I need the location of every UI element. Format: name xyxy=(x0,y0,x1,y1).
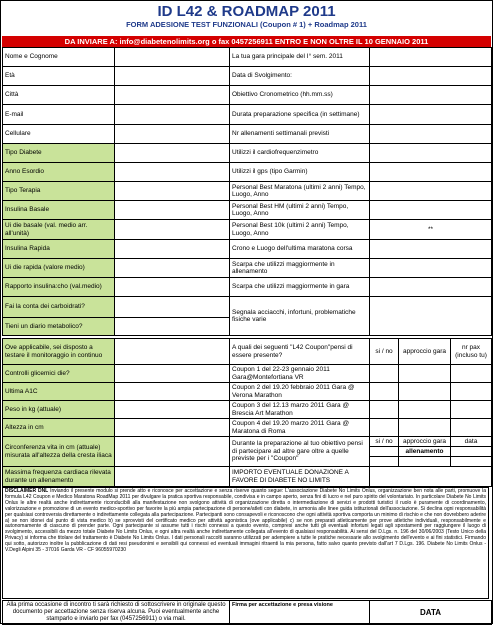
row-right-input[interactable] xyxy=(370,259,492,278)
row-label: Insulina Rapida xyxy=(3,240,115,259)
form-row xyxy=(3,86,492,105)
footer-note: Alla prima occasione di incontro ti sarà richiesto di sottoscrivere in originale questo documento per accettazione senza riserva alcuna. Puoi eventualmente anche stamparlo e inviarlo per fax (0457256911) o via mail. xyxy=(3,601,230,625)
row-input[interactable] xyxy=(115,201,230,220)
row-label: Rapporto insulina:cho (val.medio) xyxy=(3,278,115,297)
row-label: Anno Esordio xyxy=(3,163,115,182)
header xyxy=(2,2,491,36)
row-input[interactable] xyxy=(115,220,230,240)
row-right-input[interactable] xyxy=(370,67,492,86)
max-hr-input[interactable] xyxy=(115,467,230,487)
prep-si-no[interactable] xyxy=(370,447,399,457)
row-input[interactable] xyxy=(115,259,230,278)
prep-data-2[interactable] xyxy=(451,457,492,467)
a1c-input[interactable] xyxy=(115,383,230,401)
donation-input[interactable] xyxy=(370,467,492,487)
form-row xyxy=(3,48,492,67)
form-row xyxy=(3,125,492,144)
row-right-label: Crono e Luogo dell'ultima maratona corsa xyxy=(230,240,370,259)
row-right-input[interactable] xyxy=(370,86,492,105)
signature-label[interactable]: Firma per accettazione e presa visione xyxy=(230,601,370,625)
send-to-banner: DA INVIARE A: info@diabetenolimits.org o fax 0457256911 ENTRO E NON OLTRE IL 10 GENNAIO 2011 xyxy=(2,36,491,47)
row-input[interactable] xyxy=(115,125,230,144)
prep-si-no-2[interactable] xyxy=(370,457,399,467)
row-right-label: Personal Best HM (ultimi 2 anni) Tempo, Luogo, Anno xyxy=(230,201,370,220)
row-label: Insulina Basale xyxy=(3,201,115,220)
coupon-1-si-no[interactable] xyxy=(370,365,399,383)
row-right-input[interactable] xyxy=(370,48,492,67)
coupon-3-pax[interactable] xyxy=(451,401,492,419)
row-right-label: Obiettivo Cronometrico (hh.mm.ss) xyxy=(230,86,370,105)
glycemic-checks-label: Controlli glicemici die? xyxy=(3,365,115,383)
coupon-4: Coupon 4 del 19.20 marzo 2011 Gara @ Maratona di Roma xyxy=(230,419,370,437)
prep-data[interactable] xyxy=(451,447,492,457)
row-right-label: Personal Best Maratona (ultimi 2 anni) Tempo, Luogo, Anno xyxy=(230,182,370,201)
injuries-input[interactable] xyxy=(370,297,492,336)
form-row xyxy=(3,67,492,86)
col-approccio: approccio gara xyxy=(399,339,451,365)
row-right-label: Scarpa che utilizzi maggiormente in allenamento xyxy=(230,259,370,278)
row-right-label: La tua gara principale del I° sem. 2011 xyxy=(230,48,370,67)
coupon-4-approccio[interactable] xyxy=(399,419,451,437)
row-right-label: Data di Svolgimento: xyxy=(230,67,370,86)
row-label: Ui die basale (val. medio arr. all'unità) xyxy=(3,220,115,240)
coupon-1: Coupon 1 del 22-23 gennaio 2011 Gara@Montefortiana VR xyxy=(230,365,370,383)
glycemic-checks-input[interactable] xyxy=(115,365,230,383)
prep-grid xyxy=(2,436,492,487)
form-title: ID L42 & ROADMAP 2011 xyxy=(157,3,336,20)
row-label: Città xyxy=(3,86,115,105)
monitoring-label: Ove applicabile, sei disposto a testare il monitoraggio in continuo xyxy=(3,339,115,365)
row-right-input[interactable] xyxy=(370,144,492,163)
coupon-4-pax[interactable] xyxy=(451,419,492,437)
form-row xyxy=(3,259,492,278)
coupon-2-pax[interactable] xyxy=(451,383,492,401)
row-input[interactable] xyxy=(115,318,230,336)
row-right-input[interactable] xyxy=(370,163,492,182)
row-note: ** xyxy=(427,225,434,233)
row-input[interactable] xyxy=(115,163,230,182)
row-label: E-mail xyxy=(3,105,115,125)
coupon-4-si-no[interactable] xyxy=(370,419,399,437)
col-si-no: si / no xyxy=(370,339,399,365)
height-label: Altezza in cm xyxy=(3,419,115,437)
row-input[interactable] xyxy=(115,182,230,201)
row-label: Cellulare xyxy=(3,125,115,144)
row-right-label: Utilizzi il cardiofrequenzimetro xyxy=(230,144,370,163)
row-right-input[interactable] xyxy=(370,240,492,259)
row-right-label: Durata preparazione specifica (in settimane) xyxy=(230,105,370,125)
disclaimer-title: DISCLAIMER DNL xyxy=(5,488,49,494)
prep-question: Durante la preparazione al tuo obiettivo pensi di partecipare ad altre gare oltre a quelle previste per i "Coupon" xyxy=(230,437,370,467)
weight-input[interactable] xyxy=(115,401,230,419)
row-right-input[interactable] xyxy=(370,220,492,240)
coupon-3-approccio[interactable] xyxy=(399,401,451,419)
row-input[interactable] xyxy=(115,86,230,105)
row-right-label: Personal Best 10k (ultimi 2 anni) Tempo, Luogo, Anno xyxy=(230,220,370,240)
form-row xyxy=(3,144,492,163)
row-input[interactable] xyxy=(115,105,230,125)
row-input[interactable] xyxy=(115,240,230,259)
waist-input[interactable] xyxy=(115,437,230,467)
max-hr-label: Massima frequenza cardiaca rilevata durante un allenamento xyxy=(3,467,115,487)
row-label: Età xyxy=(3,67,115,86)
coupon-2-approccio[interactable] xyxy=(399,383,451,401)
form-row xyxy=(3,163,492,182)
coupon-2: Coupon 2 del 19.20 febbraio 2011 Gara @ Verona Marathon xyxy=(230,383,370,401)
height-input[interactable] xyxy=(115,419,230,437)
form-row xyxy=(3,278,492,297)
row-input[interactable] xyxy=(115,144,230,163)
row-label: Tipo Diabete xyxy=(3,144,115,163)
row-right-label: Utilizzi il gps (tipo Garmin) xyxy=(230,163,370,182)
row-right-input[interactable] xyxy=(370,125,492,144)
a1c-label: Ultima A1C xyxy=(3,383,115,401)
row-input[interactable] xyxy=(115,297,230,318)
row-label: Fai la conta dei carboidrati? xyxy=(3,297,115,318)
row-input[interactable] xyxy=(115,48,230,67)
form-row xyxy=(3,201,492,220)
form-row xyxy=(3,220,492,240)
weight-label: Peso in kg (attuale) xyxy=(3,401,115,419)
footer-table xyxy=(2,600,492,625)
coupon-question: A quali dei seguenti "L42 Coupon"pensi di essere presente? xyxy=(230,339,370,365)
row-label: Ui die rapida (valore medio) xyxy=(3,259,115,278)
coupon-2-si-no[interactable] xyxy=(370,383,399,401)
form-row xyxy=(3,182,492,201)
row-right-input[interactable] xyxy=(370,201,492,220)
row-input[interactable] xyxy=(115,278,230,297)
monitoring-input[interactable] xyxy=(115,339,230,365)
col-pax: nr pax (incluso tu) xyxy=(451,339,492,365)
row-label: Tipo Terapia xyxy=(3,182,115,201)
prep-col-data: data xyxy=(451,437,492,447)
row-label: Tieni un diario metabolico? xyxy=(3,318,115,336)
date-label[interactable]: DATA xyxy=(370,601,492,625)
form-grid xyxy=(2,47,492,336)
form-subtitle: FORM ADESIONE TEST FUNZIONALI (Coupon # 1) + Roadmap 2011 xyxy=(126,20,367,29)
prep-col-approccio: approccio gara xyxy=(399,437,451,447)
injuries-label: Segnala acciacchi, infortuni, problematiche fisiche varie xyxy=(230,297,370,336)
row-right-label: Scarpa che utilizzi maggiormente in gara xyxy=(230,278,370,297)
row-right-input[interactable] xyxy=(370,182,492,201)
coupon-1-approccio[interactable] xyxy=(399,365,451,383)
prep-allenamento: allenamento xyxy=(399,447,451,457)
disclaimer-text: Inviando il presente modulo si prende atto e riconosce per accettazione e senza riserve quanto segue: L'associazione Diabete No Limits Onlus, organizzazione ben nota alle parti, promuove la formula L42 Coupon e Medico Maratona RoadMap 2011 per divulgare la pratica sportiva responsabile, condivisa e in campo aperto, senza fini di lucro e nel puro spirito del volontariato. In particolare Diabete No Limits Onlus le altre realtà anche indirettamente riconducibili alla manifestazione non svolgono attività di organizzazione diretta o intermediazione di servizi e prodotti turistici il ruolo è puramente di coordinamento, valorizzazione e promozione di un evento medico-sportivo per favorire la più ampia partecipazione di persone/atleti con diabete, in armonia alle linee guida istituzionali dell'associazione. Si declina ogni responsabilità per qualsiasi controversia direttamente o indirettamente collegata alla partecipazione. Partecipanti sono consapevoli e riconoscono che ogni attività sportiva comporta un minimo di rischio e che non dovrebbero aderire a) se non idonei dal punto di vista medico b) se sprovvisti del certificato medico per attività agonistica (ove applicabile) c) se non preparati atleticamente per prove atletiche individuali, responsabilmente e autonomamente di ciascuno di prender parte. Ogni partecipante si assume tutti i rischi connessi a questo evento, compresi anche tutti gli eventuali infortuni legati agli spostamenti per raggiungere il luogo di svolgimento, accessibili da mezzo totale Diabete No Limits Onlus, e ogni altra realtà anche indirettamente collegata all'evento di qualsiasi responsabilità. Ai sensi del D.Lgs. n. 196 del 30/06/2003 (Testo Unico della Privacy) si informa che titolare del trattamento è Diabete No Limits Onlus. I dati personali raccolti saranno utilizzati per adempiere a tutte le pratiche necessarie allo svolgimento dell'evento e ai fini statistici. Firmando qui sotto, autorizzo inoltre la pubblicazione di dati resi pseudonimi e sensibili qui connessi ed eventuali immagini ritraenti la mia persona, fatto salvo quanto previsto dall'art 7 D.Lgs. 196. Diabete No Limits Onlus - V.Degli Alpini 35 - 37016 Garda VR - CF 96055970230 xyxy=(5,488,487,554)
form-row xyxy=(3,240,492,259)
disclaimer xyxy=(2,487,489,599)
coupon-3: Coupon 3 del 12.13 marzo 2011 Gara @ Brescia Art Marathon xyxy=(230,401,370,419)
row-right-input[interactable] xyxy=(370,278,492,297)
row-right-input[interactable] xyxy=(370,105,492,125)
coupon-grid xyxy=(2,338,492,437)
coupon-1-pax[interactable] xyxy=(451,365,492,383)
waist-label: Circonferenza vita in cm (attuale) misurata all'altezza della cresta iliaca xyxy=(3,437,115,467)
row-input[interactable] xyxy=(115,67,230,86)
prep-approccio-2[interactable] xyxy=(399,457,451,467)
form-row xyxy=(3,297,492,318)
form-row xyxy=(3,105,492,125)
prep-col-si-no: si / no xyxy=(370,437,399,447)
donation-label: IMPORTO EVENTUALE DONAZIONE A FAVORE DI DIABETE NO LIMITS xyxy=(230,467,370,487)
row-right-label: Nr allenamenti settimanali previsti xyxy=(230,125,370,144)
coupon-3-si-no[interactable] xyxy=(370,401,399,419)
row-label: Nome e Cognome xyxy=(3,48,115,67)
